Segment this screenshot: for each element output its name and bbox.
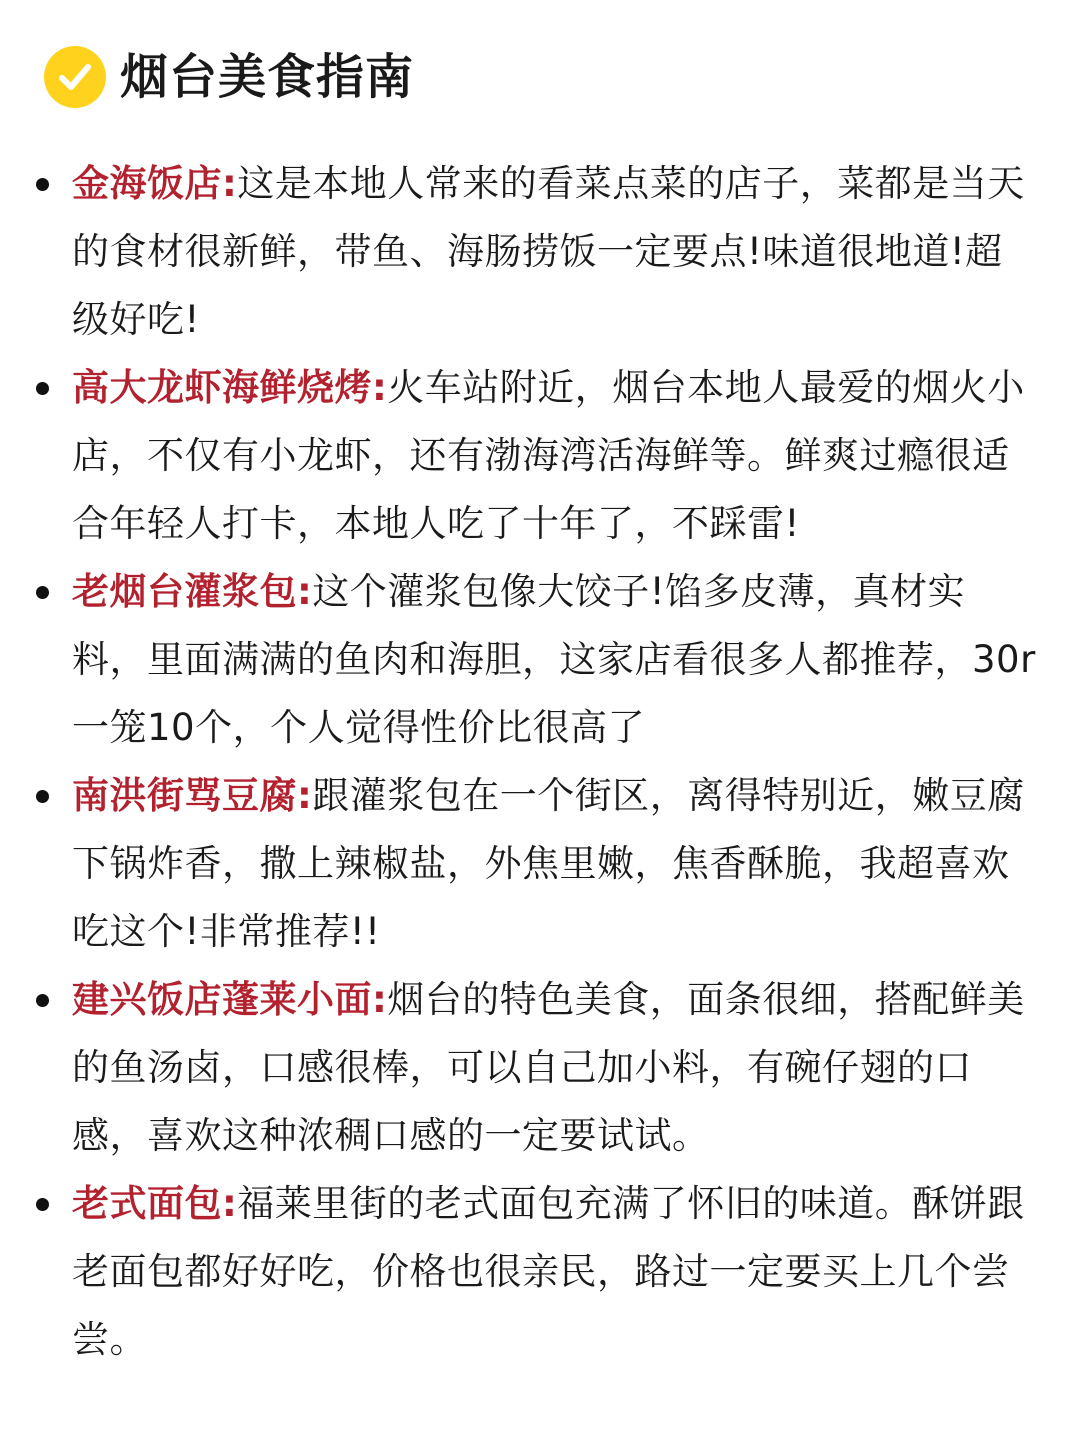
bullet-icon [36, 178, 49, 191]
bullet-icon [36, 382, 49, 395]
restaurant-description: 福莱里街的老式面包充满了怀旧的味道。酥饼跟老面包都好好吃，价格也很亲民，路过一定要买上几个尝尝。 [72, 1182, 1025, 1361]
restaurant-name: 老式面包: [72, 1182, 238, 1225]
bullet-icon [36, 994, 49, 1007]
restaurant-name: 南洪街骂豆腐: [72, 774, 313, 817]
bullet-icon [36, 1198, 49, 1211]
header [44, 42, 414, 112]
page-title: 烟台美食指南 [120, 49, 415, 105]
restaurant-name: 建兴饭店蓬莱小面: [72, 978, 388, 1021]
restaurant-description: 跟灌浆包在一个街区，离得特别近，嫩豆腐下锅炸香，撒上辣椒盐，外焦里嫩，焦香酥脆，我超喜欢吃这个!非常推荐!! [72, 774, 1025, 953]
restaurant-description: 烟台的特色美食，面条很细，搭配鲜美的鱼汤卤，口感很棒，可以自己加小料，有碗仔翅的口感，喜欢这种浓稠口感的一定要试试。 [72, 978, 1025, 1157]
check-circle-icon [44, 46, 106, 108]
restaurant-name: 老烟台灌浆包: [72, 570, 313, 613]
list-item [0, 1170, 1080, 1374]
restaurant-description: 这是本地人常来的看菜点菜的店子，菜都是当天的食材很新鲜，带鱼、海肠捞饭一定要点!味道很地道!超级好吃! [72, 162, 1025, 341]
restaurant-description: 火车站附近，烟台本地人最爱的烟火小店，不仅有小龙虾，还有渤海湾活海鲜等。鲜爽过瘾很适合年轻人打卡，本地人吃了十年了，不踩雷! [72, 366, 1025, 545]
restaurant-list [0, 150, 1080, 1374]
list-item [0, 150, 1080, 354]
list-item [0, 966, 1080, 1170]
bullet-icon [36, 586, 49, 599]
list-item [0, 354, 1080, 558]
restaurant-name: 高大龙虾海鲜烧烤: [72, 366, 388, 409]
list-item [0, 558, 1080, 762]
checkmark-icon [55, 57, 95, 97]
restaurant-name: 金海饭店: [72, 162, 238, 205]
list-item [0, 762, 1080, 966]
bullet-icon [36, 790, 49, 803]
restaurant-description: 这个灌浆包像大饺子!馅多皮薄，真材实料，里面满满的鱼肉和海胆，这家店看很多人都推荐，30r一笼10个，个人觉得性价比很高了 [72, 570, 1036, 749]
